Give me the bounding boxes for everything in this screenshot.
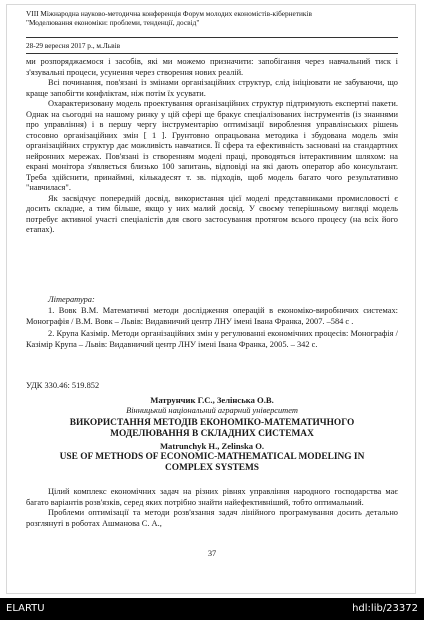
page-number: 37 [207, 549, 217, 558]
header-divider [26, 37, 398, 38]
paragraph: Охарактеризовану модель проектування організаційних структур підтримують експертні пакети. Однак на сьогодні на нашому ринку у цій сфері ще бракує спеціалізованих інструментів (із знаннями про управління) і в першу чергу інструментарію оптимізації вироблення управлінських рішень стосовно організаційних змін [ 1 ]. Грунтовно опрацьована методика і збудована модель змін організаційних структур дає можливість навчатися. Її сфера та ефективність засновані на стандартних нейронних мережах. Пов'язані із створенням моделі праці, проводяться інтерактивним шляхом: на екрані монітора з'являється близько 100 запитань, відповіді на які дають оператор або консультант. Треба здійснити, принаймні, кількадесят т. зв. підходів, щоб модель багато чого результативно "навчилася". [26, 99, 398, 192]
body-text-top [26, 57, 398, 236]
udc-code: УДК 330.46: 519.852 [26, 381, 100, 390]
reference-item: 2. Крупа Казімір. Методи організаційних змін у регулюванні економічних процесів: Монографія / Казімір Крупа – Львів: Видавничий центр ЛНУ імені Івана Франка, 2005. – 342 с. [26, 329, 398, 349]
affiliation: Вінницький національний аграрний університет [126, 406, 298, 415]
literature-heading: Література: [48, 295, 95, 304]
handle-id: hdl:lib/23372 [352, 603, 418, 614]
conference-header [26, 9, 398, 27]
paragraph: Цілий комплекс економічних задач на різних рівнях управління народного господарства має багато варіантів розв'язків, серед яких потрібно знайти найефективніший, тобто оптимальний. [26, 487, 398, 507]
conference-header-line2: "Моделювання економіки: проблеми, тенденції, досвід" [26, 18, 200, 27]
article-title-ukrainian: ВИКОРИСТАННЯ МЕТОДІВ ЕКОНОМІКО-МАТЕМАТИЧНОГО МОДЕЛЮВАННЯ В СКЛАДНИХ СИСТЕМАХ [69, 418, 355, 439]
repository-footer [0, 598, 424, 620]
conference-header-line1: VIII Міжнародна науково-методична конференція Форум молодих економістів-кібернетиків [26, 9, 312, 18]
authors-ukrainian: Матрунчик Г.С., Зелінська О.В. [150, 395, 274, 405]
conference-dates: 28-29 вересня 2017 р., м.Львів [26, 41, 121, 50]
body-text-bottom [26, 487, 398, 529]
repository-name: ELARTU [6, 603, 45, 614]
paragraph: Всі починання, пов'язані із змінами організаційних структур, слід ініціювати не забуваючи, що краще запобігти конфліктам, ніж потім їх усувати. [26, 78, 398, 98]
article-title-english: USE OF METHODS OF ECONOMIC-MATHEMATICAL MODELING IN COMPLEX SYSTEMS [59, 452, 365, 473]
reference-item: 1. Вовк В.М. Математичні методи дослідження операцій в економіко-виробничих системах: Монографія / В.М. Вовк – Львів: Видавничий центр ЛНУ імені Івана Франка, 2007. –584 с . [26, 306, 398, 326]
paragraph: ми розпоряджаємося і засобів, які ми можемо призначити: запобігання через навчальний тиск і з'язувальні процеси, усунення через створення нових реалій. [26, 57, 398, 77]
authors-english: Matrunchyk H., Zelinska O. [159, 441, 265, 451]
header-divider-bottom [26, 53, 398, 54]
reference-list [26, 306, 398, 352]
paragraph: Проблеми оптимізації та методи розв'язання задач лінійного програмування досить детально розглянуті в роботах Ашманова С. А., [26, 508, 398, 528]
paragraph: Як засвідчує попередній досвід, використання цієї моделі представниками промисловості є досить складне, а тим більше, якщо у них малий досвід. У своєму теперішньому вигляді модель потребує активної участі спеціалістів для свого застосування протягом всього процесу (на всіх його етапах). [26, 193, 398, 234]
